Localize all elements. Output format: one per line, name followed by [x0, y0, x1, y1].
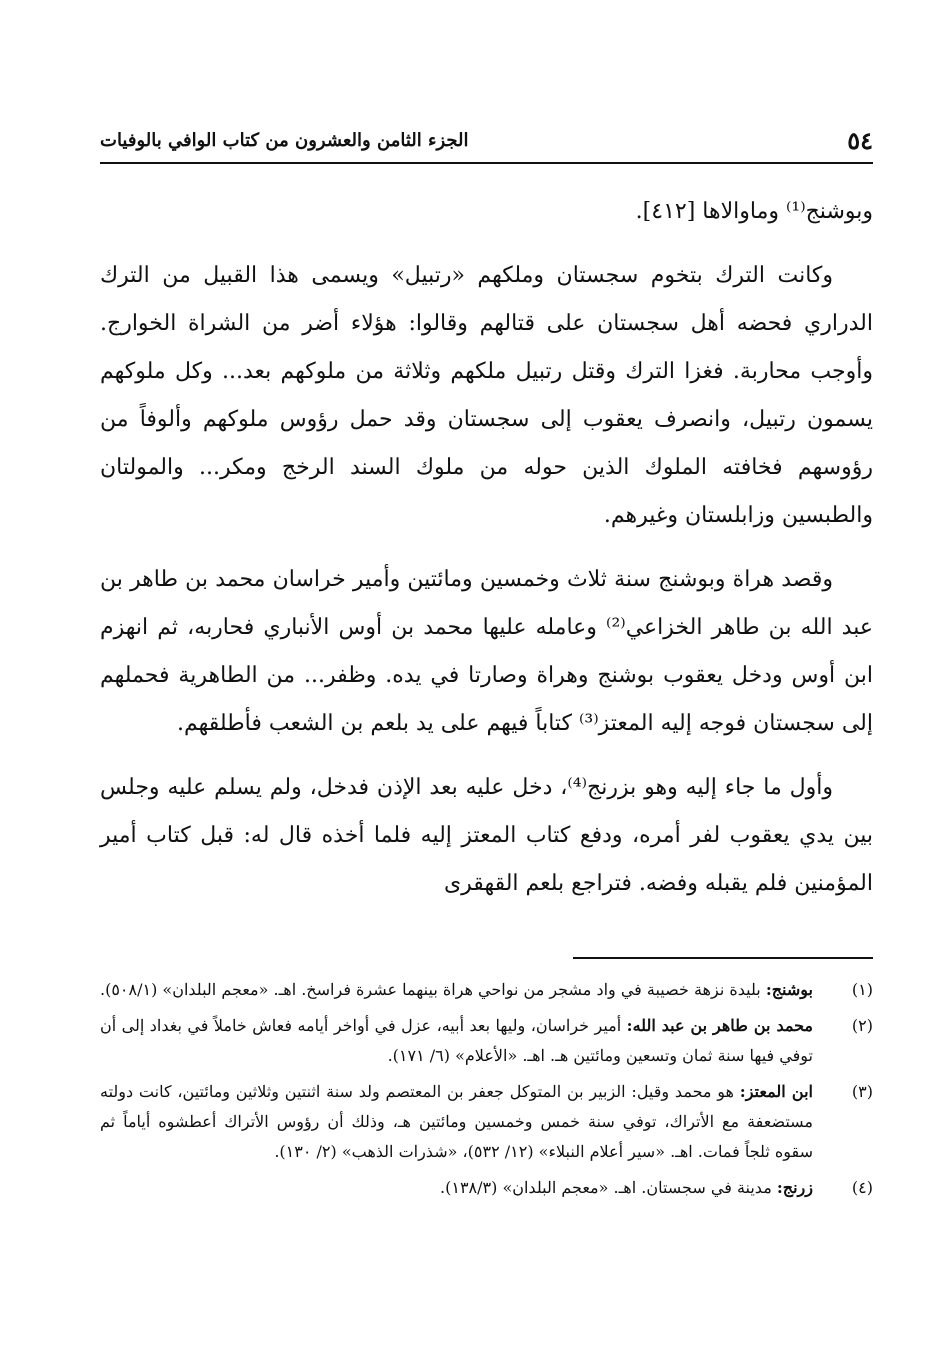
page-header: [100, 118, 873, 164]
running-title: الجزء الثامن والعشرون من كتاب الوافي بالوفيات: [100, 129, 469, 151]
footnote-separator: [573, 957, 873, 959]
footnote: [100, 1077, 873, 1167]
footnote-body: [100, 975, 813, 1005]
footnote-body: [100, 1173, 813, 1203]
footnote: [100, 1011, 873, 1071]
paragraph: وبوشنج⁽¹⁾ وماوالاها [٤١٢].: [635, 199, 873, 224]
footnote-term: زرنج:: [776, 1178, 813, 1197]
footnote-body: [100, 1077, 813, 1167]
footnote-body: [100, 1011, 813, 1071]
footnote-text: أمير خراسان، وليها بعد أبيه، عزل في أواخر أيامه فعاش خاملاً في بغداد إلى أن توفي فيها سنة ثمان وتسعين ومائتين هـ. اهـ. «الأعلام» (٦/ ١٧١).: [100, 1016, 813, 1065]
footnotes: [100, 975, 873, 1209]
paragraph: وكانت الترك بتخوم سجستان وملكهم «رتبيل» ويسمى هذا القبيل من الترك الدراري فحضه أهل سجستان على قتالهم وقالوا: هؤلاء أضر من الشراة الخوارج. وأوجب محاربة. فغزا الترك وقتل رتبيل ملكهم وثلاثة من ملوكهم بعد... وكل ملوكهم يسمون رتبيل، وانصرف يعقوب إلى سجستان وقد حمل رؤوس ملوكهم وألوفاً من رؤوسهم فخافته الملوك الذين حوله من ملوك السند الرخج ومكر... والمولتان والطبسين وزابلستان وغيرهم.: [100, 263, 873, 528]
paragraph: وقصد هراة وبوشنج سنة ثلاث وخمسين ومائتين وأمير خراسان محمد بن طاهر بن عبد الله بن طاهر الخزاعي⁽²⁾ وعامله عليها محمد بن أوس الأنباري فحاربه، ثم انهزم ابن أوس ودخل يعقوب بوشنج وهراة وصارتا في يده. وظفر... من الطاهرية فحملهم إلى سجستان فوجه إليه المعتز⁽³⁾ كتاباً فيهم على يد بلعم بن الشعب فأطلقهم.: [100, 567, 873, 736]
footnote-term: بوشنج:: [765, 980, 813, 999]
footnote: [100, 1173, 873, 1203]
footnote-term: ابن المعتز:: [739, 1082, 813, 1101]
footnote: [100, 975, 873, 1005]
footnote-text: مدينة في سجستان. اهـ. «معجم البلدان» (١٣٨/٣).: [440, 1178, 772, 1197]
footnote-number: (٣): [851, 1082, 873, 1101]
footnote-number: (٤): [851, 1178, 873, 1197]
footnote-number: (١): [851, 980, 873, 999]
footnote-term: محمد بن طاهر بن عبد الله:: [626, 1016, 813, 1035]
footnote-number: (٢): [851, 1016, 873, 1035]
footnote-text: هو محمد وقيل: الزبير بن المتوكل جعفر بن المعتصم ولد سنة اثنتين وثلاثين ومائتين، كانت دولته مستضعفة مع الأتراك، توفي سنة خمس وخمسين ومائتين هـ، وذلك أن رؤوس الأتراك أعطشوه أياماً ثم سقوه ثلجاً فمات. اهـ. «سير أعلام النبلاء» (١٢/ ٥٣٢)، «شذرات الذهب» (٢/ ١٣٠).: [100, 1082, 813, 1161]
main-text: [100, 188, 873, 924]
page-number: ٥٤: [847, 125, 873, 155]
footnote-text: بليدة نزهة خصيبة في واد مشجر من نواحي هراة بينهما عشرة فراسخ. اهـ. «معجم البلدان» (٥٠٨/١).: [100, 980, 761, 999]
paragraph: وأول ما جاء إليه وهو بزرنج⁽⁴⁾، دخل عليه بعد الإذن فدخل، ولم يسلم عليه وجلس بين يدي يعقوب لفر أمره، ودفع كتاب المعتز إليه فلما أخذه قال له: قبل كتاب أمير المؤمنين فلم يقبله وفضه. فتراجع بلعم القهقرى: [100, 775, 873, 896]
